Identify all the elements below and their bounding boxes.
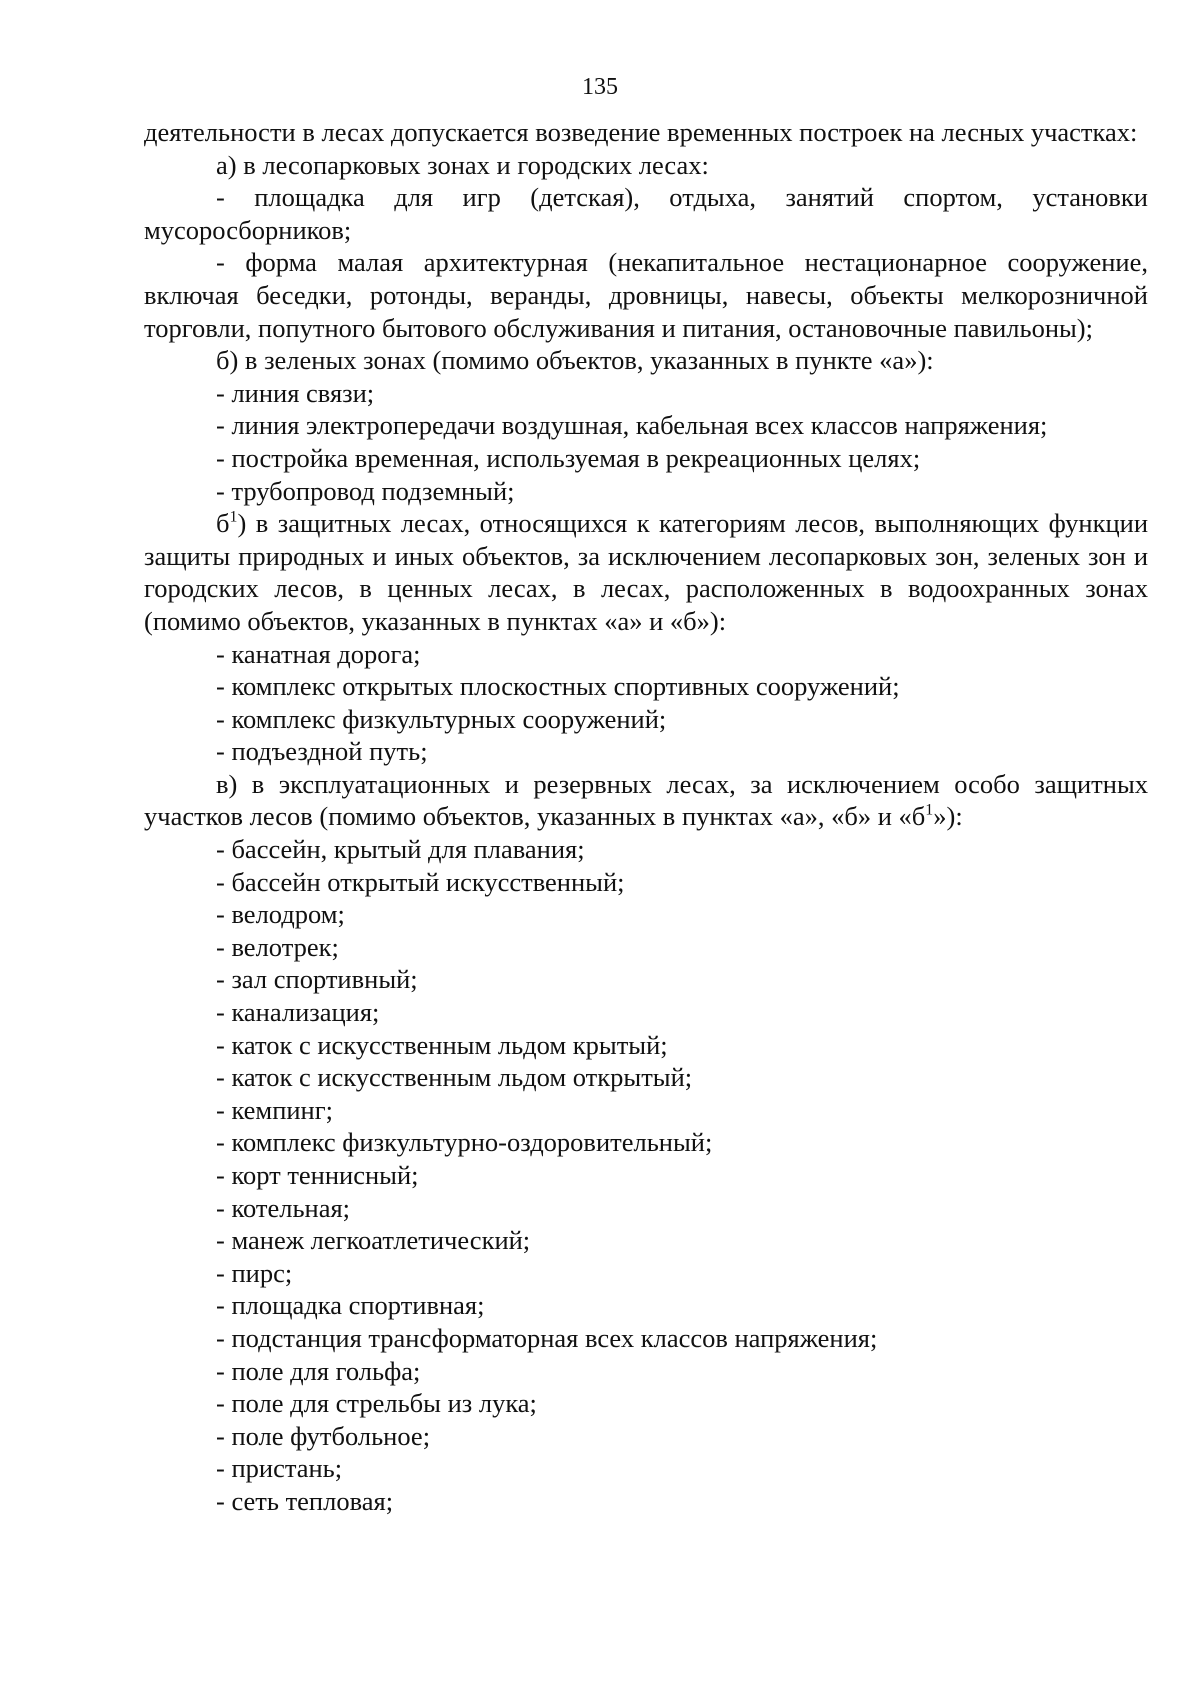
list-item: - канализация;: [216, 997, 380, 1028]
paragraph-b1-text: ) в защитных лесах, относящихся к категориям лесов, выполняющих функции защиты природных и иных объектов, за исключением лесопарковых зон, зеленых зон и городских лесов, в ценных лесах, в лесах, расположенных в водоохранных зонах (помимо объектов, указанных в пунктах «а» и «б»):: [144, 508, 1148, 636]
list-item: - подъездной путь;: [216, 736, 428, 767]
list-item: - каток с искусственным льдом крытый;: [216, 1029, 668, 1060]
paragraph-a-item-small-architecture: - форма малая архитектурная (некапитальное нестационарное сооружение, включая беседки, ротонды, веранды, дровницы, навесы, объекты мелкорозничной торговли, попутного бытового обслуживания и питания, остановочные павильоны);: [144, 247, 1148, 343]
list-item: - площадка спортивная;: [216, 1290, 485, 1321]
list-item: - пирс;: [216, 1257, 293, 1288]
list-item: - велотрек;: [216, 931, 339, 962]
list-b: [144, 377, 1148, 507]
list-item: - поле футбольное;: [216, 1420, 431, 1451]
document-body: [144, 116, 1148, 1518]
list-item: - подстанция трансформаторная всех классов напряжения;: [216, 1322, 878, 1353]
paragraph-b1: [144, 507, 1148, 637]
list-item: - поле для гольфа;: [216, 1355, 421, 1386]
list-item: - линия электропередачи воздушная, кабельная всех классов напряжения;: [216, 410, 1048, 441]
list-item: - трубопровод подземный;: [216, 475, 515, 506]
list-item: - бассейн открытый искусственный;: [216, 866, 625, 897]
list-item: - каток с искусственным льдом открытый;: [216, 1062, 693, 1093]
paragraph-b: б) в зеленых зонах (помимо объектов, указанных в пункте «а»):: [216, 345, 934, 376]
list-item: - комплекс физкультурно-оздоровительный;: [216, 1127, 713, 1158]
paragraph-a-item-playground: - площадка для игр (детская), отдыха, занятий спортом, установки мусоросборников;: [144, 182, 1148, 245]
list-item: - корт теннисный;: [216, 1160, 419, 1190]
list-item: - комплекс открытых плоскостных спортивных сооружений;: [216, 671, 900, 702]
superscript: 1: [925, 802, 934, 820]
list-b1: [144, 638, 1148, 768]
list-item: - поле для стрельбы из лука;: [216, 1388, 537, 1419]
list-item: - бассейн, крытый для плавания;: [216, 834, 585, 865]
list-item: - манеж легкоатлетический;: [216, 1225, 531, 1256]
paragraph-v-text: в) в эксплуатационных и резервных лесах, за исключением особо защитных участков лесов (помимо объектов, указанных в пунктах «а», «б» и «б: [144, 768, 1148, 832]
list-item: - котельная;: [216, 1192, 351, 1223]
list-item: - велодром;: [216, 899, 345, 930]
list-item: - пристань;: [216, 1453, 343, 1484]
paragraph-b1-letter: б: [216, 508, 230, 539]
list-item: - кемпинг;: [216, 1094, 333, 1125]
list-item: - канатная дорога;: [216, 638, 421, 669]
list-item: - зал спортивный;: [216, 964, 418, 995]
page-number: 135: [582, 74, 618, 100]
list-item: - сеть тепловая;: [216, 1485, 394, 1516]
paragraph-intro: деятельности в лесах допускается возведение временных построек на лесных участках:: [144, 117, 1138, 147]
paragraph-a: а) в лесопарковых зонах и городских лесах:: [216, 149, 709, 180]
list-v: [144, 833, 1148, 1517]
paragraph-v-tail: »):: [933, 801, 963, 832]
list-item: - линия связи;: [216, 377, 375, 408]
list-item: - постройка временная, используемая в рекреационных целях;: [216, 442, 921, 473]
superscript: 1: [229, 508, 238, 526]
list-item: - комплекс физкультурных сооружений;: [216, 703, 667, 734]
paragraph-v: [144, 768, 1148, 833]
